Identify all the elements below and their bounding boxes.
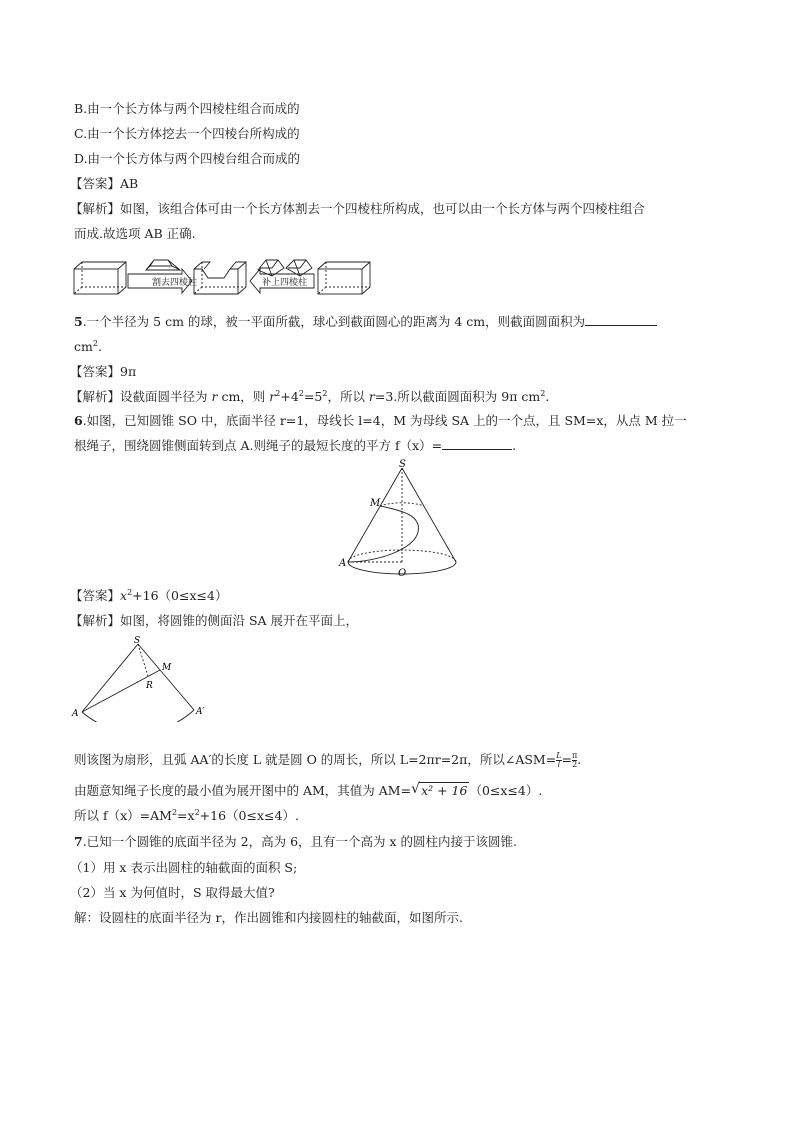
q6-analysis-line2 (74, 752, 581, 769)
q5-unit-sup: 2 (92, 339, 98, 348)
option-b: B.由一个长方体与两个四棱柱组合而成的 (74, 101, 300, 116)
sqrt-body: x² + 16 (421, 783, 468, 798)
prism-1 (146, 260, 180, 270)
q4-analysis-line1 (70, 201, 645, 217)
q6-line-c-a: 所以 f（x）=AM (74, 808, 172, 823)
q4-analysis-line2: 而成.故选项 AB 正确. (74, 226, 196, 241)
sqrt-expression: √ x² + 16 (411, 781, 468, 798)
q5-number: 5 (74, 314, 83, 329)
q5-period: . (545, 389, 550, 404)
q7-number: 7 (74, 834, 83, 849)
q6-text1: .如图，已知圆锥 SO 中，底面半径 r=1，母线长 l=4，M 为母线 SA 上的一个点，且 SM=x，从点 M 拉一 (82, 413, 687, 428)
q6-analysis-line3 (74, 783, 542, 799)
fig2-label-R: R (146, 681, 153, 691)
q6-line-a-end: . (577, 752, 582, 767)
q7-sub1: （1）用 x 表示出圆柱的轴截面的面积 S; (70, 860, 298, 875)
answer-tag: 【答案】 (70, 364, 121, 379)
fig-label-cut: 割去四棱柱 (152, 278, 198, 288)
notched-cuboid (194, 262, 246, 294)
q7-question (74, 834, 517, 850)
q5-sq4: 2 (540, 389, 546, 398)
q5-r1: r (211, 389, 218, 404)
q5-analysis-c: +4 (280, 389, 299, 404)
answer-tag: 【答案】 (70, 176, 121, 191)
q6-line-c-c: +16（0≤x≤4）. (199, 808, 299, 823)
analysis-tag: 【解析】 (70, 613, 121, 628)
q5-unit: cm (74, 339, 93, 354)
q6-analysis-1: 如图，将圆锥的侧面沿 SA 展开在平面上， (120, 613, 359, 628)
q6-number: 6 (74, 413, 83, 428)
fraction-pi-over-2: $\frac{\pi}{2}$ (571, 751, 578, 769)
q6-answer-rest: +16（0≤x≤4） (132, 588, 228, 603)
q5-analysis-b: cm，则 (217, 389, 270, 404)
fig-label-add: 补上四棱柱 (262, 278, 308, 288)
answer-value: AB (120, 176, 139, 191)
option-d: D.由一个长方体与两个四棱台组合而成的 (74, 151, 301, 166)
q6-answer-x: x (120, 588, 128, 603)
fig-label-S: S (399, 459, 406, 470)
fig-label-A: A (339, 558, 347, 569)
fig2-label-A-prime: A′ (196, 707, 205, 717)
q6-answer-sup: 2 (127, 588, 133, 597)
q6-question-line1 (74, 413, 687, 429)
analysis-tag: 【解析】 (70, 201, 121, 216)
q5-analysis-f: =3.所以截面圆面积为 9π cm (374, 389, 541, 404)
q6-line-b-end: （0≤x≤4）. (469, 783, 543, 798)
analysis-tag: 【解析】 (70, 389, 121, 404)
fig2-label-M: M (162, 663, 172, 673)
q5-analysis-d: =5 (303, 389, 323, 404)
q6-blank (442, 438, 512, 450)
q5-sq1: 2 (275, 389, 281, 398)
fraction-L-over-l: $\frac{L}{l}$ (556, 751, 562, 769)
q7-text: .已知一个圆锥的底面半径为 2，高为 6，且有一个高为 x 的圆柱内接于该圆锥. (82, 834, 518, 849)
sector-figure (70, 634, 220, 722)
q5-text: .一个半径为 5 cm 的球，被一平面所截，球心到截面圆心的距离为 4 cm，则截面圆面积为 (82, 314, 586, 329)
analysis-text: 如图，该组合体可由一个长方体割去一个四棱柱所构成，也可以由一个长方体与两个四棱柱组合 (120, 201, 646, 216)
q5-answer-line (70, 364, 136, 380)
cuboid-3 (318, 262, 370, 294)
q5-analysis-line (70, 389, 549, 405)
q6-analysis-line4 (74, 808, 299, 824)
q6-line-c-b: =x (177, 808, 195, 823)
fig-label-O: O (398, 568, 407, 579)
q6-line-b: 由题意知绳子长度的最小值为展开图中的 AM，其值为 AM= (74, 783, 412, 798)
q6-question-line2: 根绳子，围绕圆锥侧面转到点 A.则绳子的最短长度的平方 f（x）= . (74, 438, 517, 453)
q5-sq2: 2 (298, 389, 304, 398)
q5-sq3: 2 (322, 389, 328, 398)
q6-analysis-line1 (70, 613, 358, 629)
fig2-label-A: A (72, 709, 79, 719)
q5-analysis-e: ，所以 (327, 389, 369, 404)
cone-figure (336, 458, 466, 582)
answer-value: 9π (120, 364, 137, 379)
q6-line-c-sup2: 2 (194, 808, 200, 817)
solid-transform-figure (72, 256, 372, 300)
q6-line-a: 则该图为扇形，且弧 AA′的长度 L 就是圆 O 的周长，所以 L=2πr=2π，所以∠ASM= (74, 752, 557, 767)
answer-tag: 【答案】 (70, 588, 121, 603)
cuboid-1 (74, 262, 126, 294)
q6-text2: 根绳子，围绕圆锥侧面转到点 A.则绳子的最短长度的平方 f（x）= (74, 438, 443, 453)
fig2-label-S: S (134, 636, 141, 646)
q5-blank (585, 314, 657, 326)
fig-label-M: M (370, 498, 381, 509)
q6-answer-line (70, 588, 227, 604)
q5-unit-end: . (97, 339, 102, 354)
q5-r3: r (368, 389, 375, 404)
option-c: C.由一个长方体挖去一个四棱台所构成的 (74, 126, 300, 141)
q5-unit-line (74, 339, 102, 355)
q5-analysis-a: 设截面圆半径为 (120, 389, 212, 404)
q5-question (74, 314, 657, 330)
q6-eq: = (561, 752, 572, 767)
q7-sub2: （2）当 x 为何值时，S 取得最大值? (70, 885, 275, 900)
q4-answer-line (70, 176, 138, 192)
q6-line-c-sup: 2 (171, 808, 178, 817)
q7-solution: 解：设圆柱的底面半径为 r，作出圆锥和内接圆柱的轴截面，如图所示. (74, 910, 463, 925)
q5-r2: r (269, 389, 276, 404)
